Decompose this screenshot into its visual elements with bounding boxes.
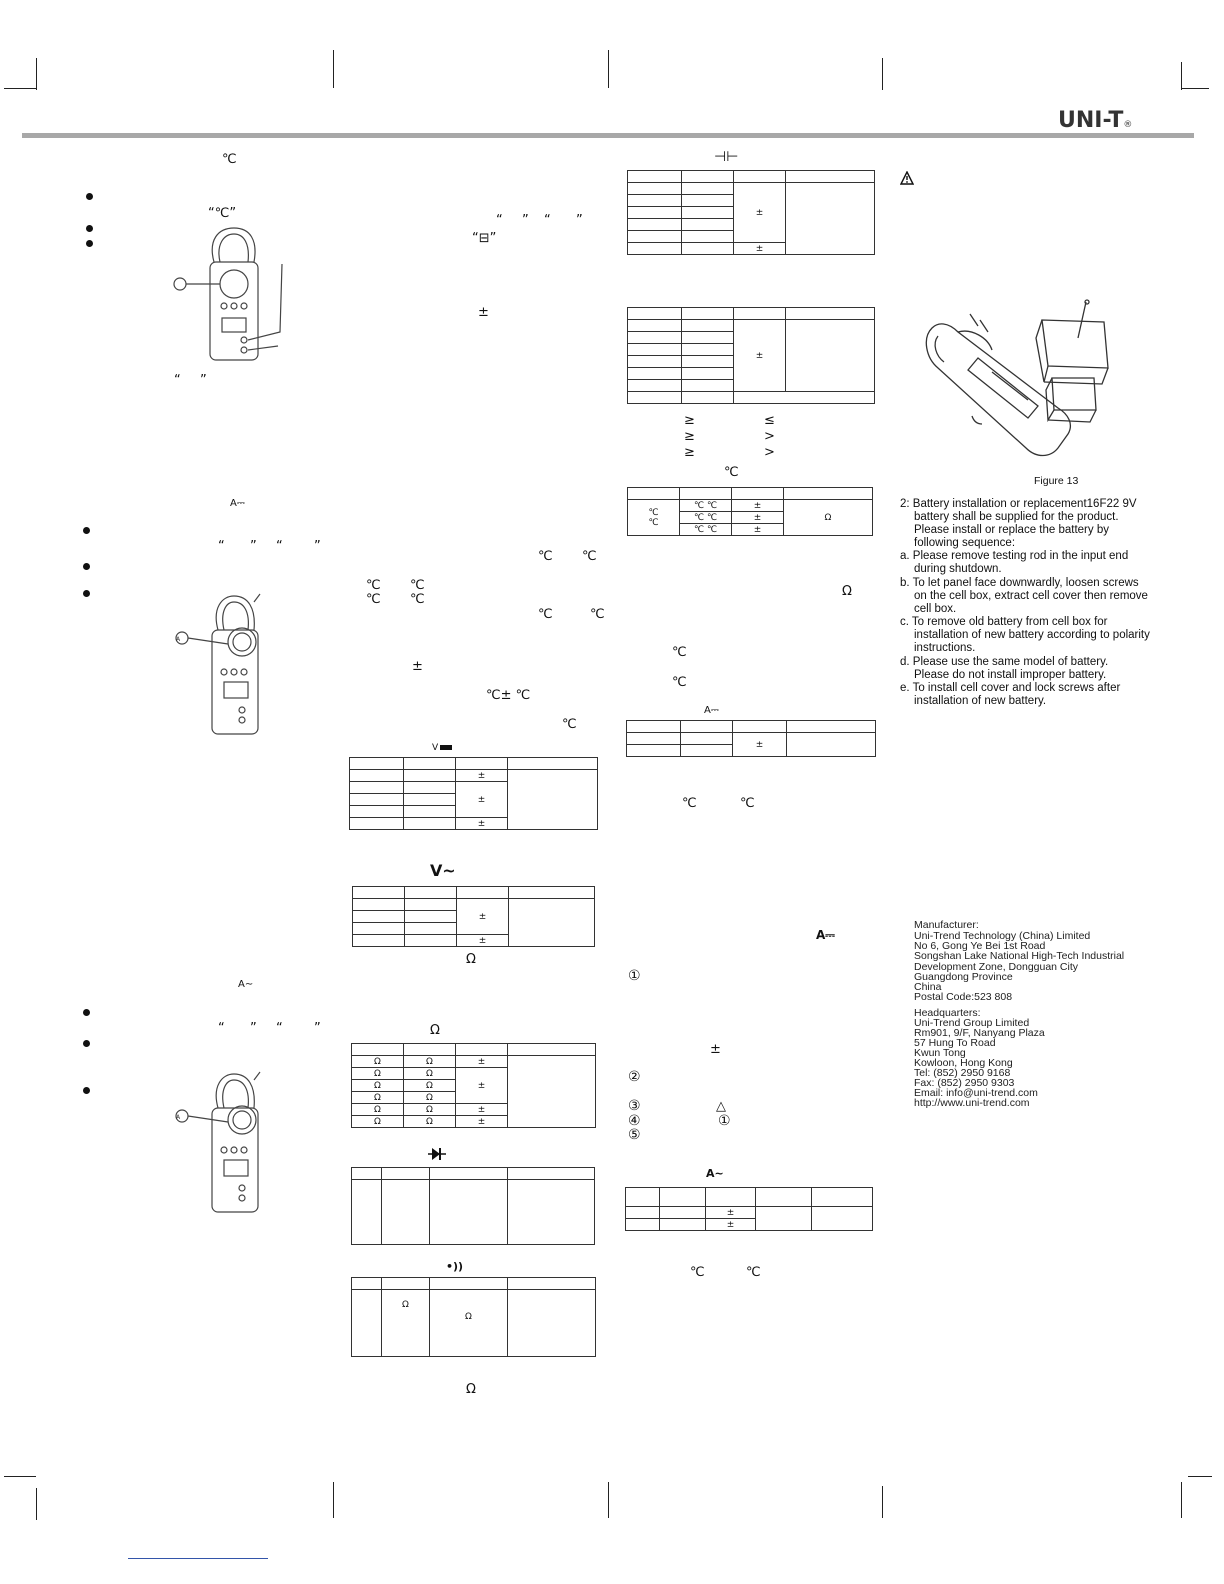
manufacturer-label: Manufacturer: — [914, 919, 979, 931]
ohm: Ω — [466, 1382, 476, 1397]
circled-2: ② — [628, 1069, 641, 1085]
celsius: ℃ — [690, 1265, 705, 1280]
battery-line: c. To remove old battery from cell box for — [900, 616, 1108, 628]
plus-minus: ± — [755, 243, 764, 254]
ohm: Ω — [374, 1080, 381, 1091]
close-quote: ” — [576, 213, 583, 228]
ohm: Ω — [430, 1023, 440, 1038]
ohm: Ω — [426, 1068, 433, 1079]
celsius: ℃ — [648, 507, 659, 518]
gt: > — [764, 429, 775, 444]
manufacturer-line: Uni-Trend Technology (China) Limited — [914, 930, 1091, 942]
ohm: Ω — [374, 1056, 381, 1067]
celsius: ℃ — [672, 645, 687, 660]
battery-line: following sequence: — [914, 537, 1016, 549]
plus-minus: ± — [477, 1104, 486, 1115]
celsius: ℃ — [724, 465, 739, 480]
open-quote: “ — [276, 1021, 283, 1036]
ohm: Ω — [374, 1068, 381, 1079]
close-quote: ” — [314, 1021, 321, 1036]
plus-minus: ± — [726, 1219, 735, 1230]
ac-volt-symbol: V∼ — [430, 861, 456, 880]
battery-compartment-figure — [918, 298, 1114, 474]
headquarters-label: Headquarters: — [914, 1007, 981, 1019]
manufacturer-line: No 6, Gong Ye Bei 1st Road — [914, 940, 1046, 952]
battery-line: battery shall be supplied for the product. — [914, 511, 1119, 523]
capacitance-spec-table — [627, 170, 875, 255]
celsius: ℃ — [693, 512, 705, 523]
close-quote: ” — [250, 1021, 257, 1036]
plus-minus: ± — [477, 794, 486, 805]
bullet — [83, 1040, 90, 1047]
ohm: Ω — [402, 1300, 409, 1310]
manufacturer-line: Guangdong Province — [914, 971, 1013, 983]
ge: ≥ — [684, 445, 695, 460]
ge: ≥ — [684, 429, 695, 444]
temp-symbol: ℃ — [222, 152, 237, 167]
celsius: ℃ — [693, 524, 705, 535]
battery-line: Please do not install improper battery. — [914, 669, 1107, 681]
battery-line: Please install or replace the battery by — [914, 524, 1109, 536]
headquarters-line: 57 Hung To Road — [914, 1037, 996, 1049]
bullet — [86, 240, 93, 247]
celsius: ℃ — [746, 1265, 761, 1280]
celsius: ℃ — [682, 796, 697, 811]
temp-quote-symbol: “℃” — [208, 206, 237, 221]
resistance-spec-table — [351, 1043, 596, 1128]
plus-minus: ± — [478, 935, 487, 946]
plus-minus: ± — [755, 207, 764, 218]
bullet — [83, 1087, 90, 1094]
plus-minus: ± — [726, 1207, 735, 1218]
ohm: Ω — [426, 1092, 433, 1103]
close-quote: ” — [522, 213, 529, 228]
battery-line: installation of new battery. — [914, 695, 1047, 707]
dc-volt-symbol — [432, 742, 452, 755]
dc-current-spec-table — [626, 720, 876, 757]
triangle-icon: △ — [716, 1099, 726, 1114]
ohm: Ω — [466, 952, 476, 967]
celsius: ℃ — [648, 517, 659, 528]
brand-name: UNI-T — [1058, 108, 1124, 133]
manufacturer-line: Songshan Lake National High-Tech Industrial — [914, 950, 1125, 962]
circled-3: ③ — [628, 1098, 641, 1114]
frequency-spec-table — [627, 307, 875, 404]
dc-amp-symbol: A⎓ — [816, 928, 835, 942]
close-quote: ” — [250, 539, 257, 554]
battery-line: 2: Battery installation or replacement16F22 9V — [900, 498, 1137, 510]
plus-minus: ± — [477, 1116, 486, 1127]
capacitor-icon: ⊣⊢ — [714, 149, 739, 165]
dc-bar-icon — [440, 745, 452, 750]
plus-minus: ± — [755, 739, 764, 750]
ac-amp-symbol: A∼ — [706, 1167, 724, 1180]
clamp-meter-temperature-figure — [168, 222, 292, 364]
celsius: ℃ — [538, 607, 553, 622]
battery-symbol: “⊟” — [472, 231, 497, 246]
plus-minus: ± — [478, 305, 489, 320]
circled-5: ⑤ — [628, 1127, 641, 1143]
registered-mark: ® — [1123, 120, 1133, 130]
clamp-meter-ac-current-figure — [172, 1068, 272, 1216]
celsius: ℃ — [410, 578, 425, 593]
headquarters-line: Rm901, 9/F, Nanyang Plaza — [914, 1027, 1045, 1039]
ohm: Ω — [426, 1116, 433, 1127]
open-quote: “ — [218, 1021, 225, 1036]
manufacturer-line: China — [914, 981, 942, 993]
header-rule — [22, 133, 1194, 138]
gt: > — [764, 445, 775, 460]
plus-minus: ± — [477, 818, 486, 829]
battery-line: e. To install cell cover and lock screws after — [900, 682, 1121, 694]
ge: ≥ — [684, 413, 695, 428]
close-quote: ” — [314, 539, 321, 554]
headquarters-line: Kwun Tong — [914, 1047, 966, 1059]
open-quote: “ — [218, 539, 225, 554]
buzzer-icon: •)) — [446, 1260, 464, 1273]
ac-voltage-spec-table — [352, 886, 595, 947]
celsius: ℃ — [582, 549, 597, 564]
dc-amp-symbol: A⎓ — [704, 705, 719, 716]
dc-amp-symbol: A⎓ — [230, 498, 245, 509]
battery-line: during shutdown. — [914, 563, 1002, 575]
headquarters-line: Email: info@uni-trend.com — [914, 1087, 1038, 1099]
celsius: ℃ — [410, 592, 425, 607]
celsius: ℃ — [740, 796, 755, 811]
open-quote: “ — [544, 213, 551, 228]
plus-minus: ± — [755, 350, 764, 361]
bullet — [83, 527, 90, 534]
dc-voltage-spec-table — [349, 757, 598, 830]
battery-line: on the cell box, extract cell cover then remove — [914, 590, 1148, 602]
open-quote: “ — [174, 373, 181, 388]
celsius: ℃ — [706, 512, 718, 523]
diode-spec-table — [351, 1167, 595, 1245]
manufacturer-line: Development Zone, Dongguan City — [914, 961, 1079, 973]
celsius: ℃ — [562, 717, 577, 732]
plus-minus: ± — [412, 659, 423, 674]
diode-icon — [428, 1147, 446, 1161]
circled-1: ① — [718, 1113, 731, 1129]
celsius: ℃ — [706, 500, 718, 511]
website-link[interactable]: http://www.uni-trend.com — [914, 1097, 1030, 1109]
bullet — [86, 193, 93, 200]
celsius: ℃ — [366, 592, 381, 607]
celsius: ℃ — [366, 578, 381, 593]
ohm: Ω — [824, 512, 832, 523]
plus-minus: ± — [753, 512, 762, 523]
battery-line: instructions. — [914, 642, 976, 654]
headquarters-line: Fax: (852) 2950 9303 — [914, 1077, 1015, 1089]
headquarters-line: Uni-Trend Group Limited — [914, 1017, 1030, 1029]
headquarters-line: Kowloon, Hong Kong — [914, 1057, 1013, 1069]
bullet — [83, 590, 90, 597]
celsius: ℃ — [590, 607, 605, 622]
le: ≤ — [764, 413, 775, 428]
ohm: Ω — [374, 1104, 381, 1115]
headquarters-line: Tel: (852) 2950 9168 — [914, 1067, 1011, 1079]
brand-logo — [1058, 108, 1132, 133]
continuity-spec-table — [351, 1277, 596, 1357]
bullet — [83, 1009, 90, 1016]
plus-minus: ± — [753, 500, 762, 511]
battery-line: d. Please use the same model of battery. — [900, 656, 1109, 668]
ohm: Ω — [426, 1080, 433, 1091]
ac-current-spec-table — [625, 1187, 873, 1231]
svg-text:A: A — [176, 1114, 181, 1121]
open-quote: “ — [496, 213, 503, 228]
figure-13-caption: Figure 13 — [1034, 475, 1079, 487]
temperature-spec-table — [627, 487, 873, 536]
plus-minus: ± — [477, 1056, 486, 1067]
plus-minus: ± — [753, 524, 762, 535]
ohm: Ω — [426, 1104, 433, 1115]
ohm: Ω — [465, 1312, 472, 1322]
bullet — [86, 225, 93, 232]
ohm: Ω — [374, 1116, 381, 1127]
ohm: Ω — [374, 1092, 381, 1103]
plus-minus: ± — [710, 1042, 721, 1057]
dc-volt-label: V — [432, 743, 439, 753]
warning-icon — [900, 171, 914, 185]
battery-line: a. Please remove testing rod in the input end — [900, 550, 1129, 562]
ac-amp-symbol: A∼ — [238, 979, 254, 990]
plus-minus: ± — [477, 1080, 486, 1091]
ohm: Ω — [426, 1056, 433, 1067]
plus-minus: ± — [478, 911, 487, 922]
celsius: ℃ — [693, 500, 705, 511]
battery-line: b. To let panel face downwardly, loosen screws — [900, 577, 1139, 589]
plus-minus: ± — [477, 770, 486, 781]
celsius: ℃ — [538, 549, 553, 564]
celsius: ℃ — [672, 675, 687, 690]
ohm: Ω — [842, 584, 852, 599]
celsius-plus-minus: ℃± ℃ — [486, 688, 531, 703]
circled-4: ④ — [628, 1113, 641, 1129]
close-quote: ” — [200, 373, 207, 388]
open-quote: “ — [276, 539, 283, 554]
svg-text:A: A — [176, 636, 181, 643]
manufacturer-line: Postal Code:523 808 — [914, 991, 1013, 1003]
circled-1: ① — [628, 968, 641, 984]
clamp-meter-dc-current-figure — [172, 590, 272, 738]
battery-line: cell box. — [914, 603, 957, 615]
battery-line: installation of new battery according to polarity — [914, 629, 1150, 641]
celsius: ℃ — [706, 524, 718, 535]
bullet — [83, 563, 90, 570]
